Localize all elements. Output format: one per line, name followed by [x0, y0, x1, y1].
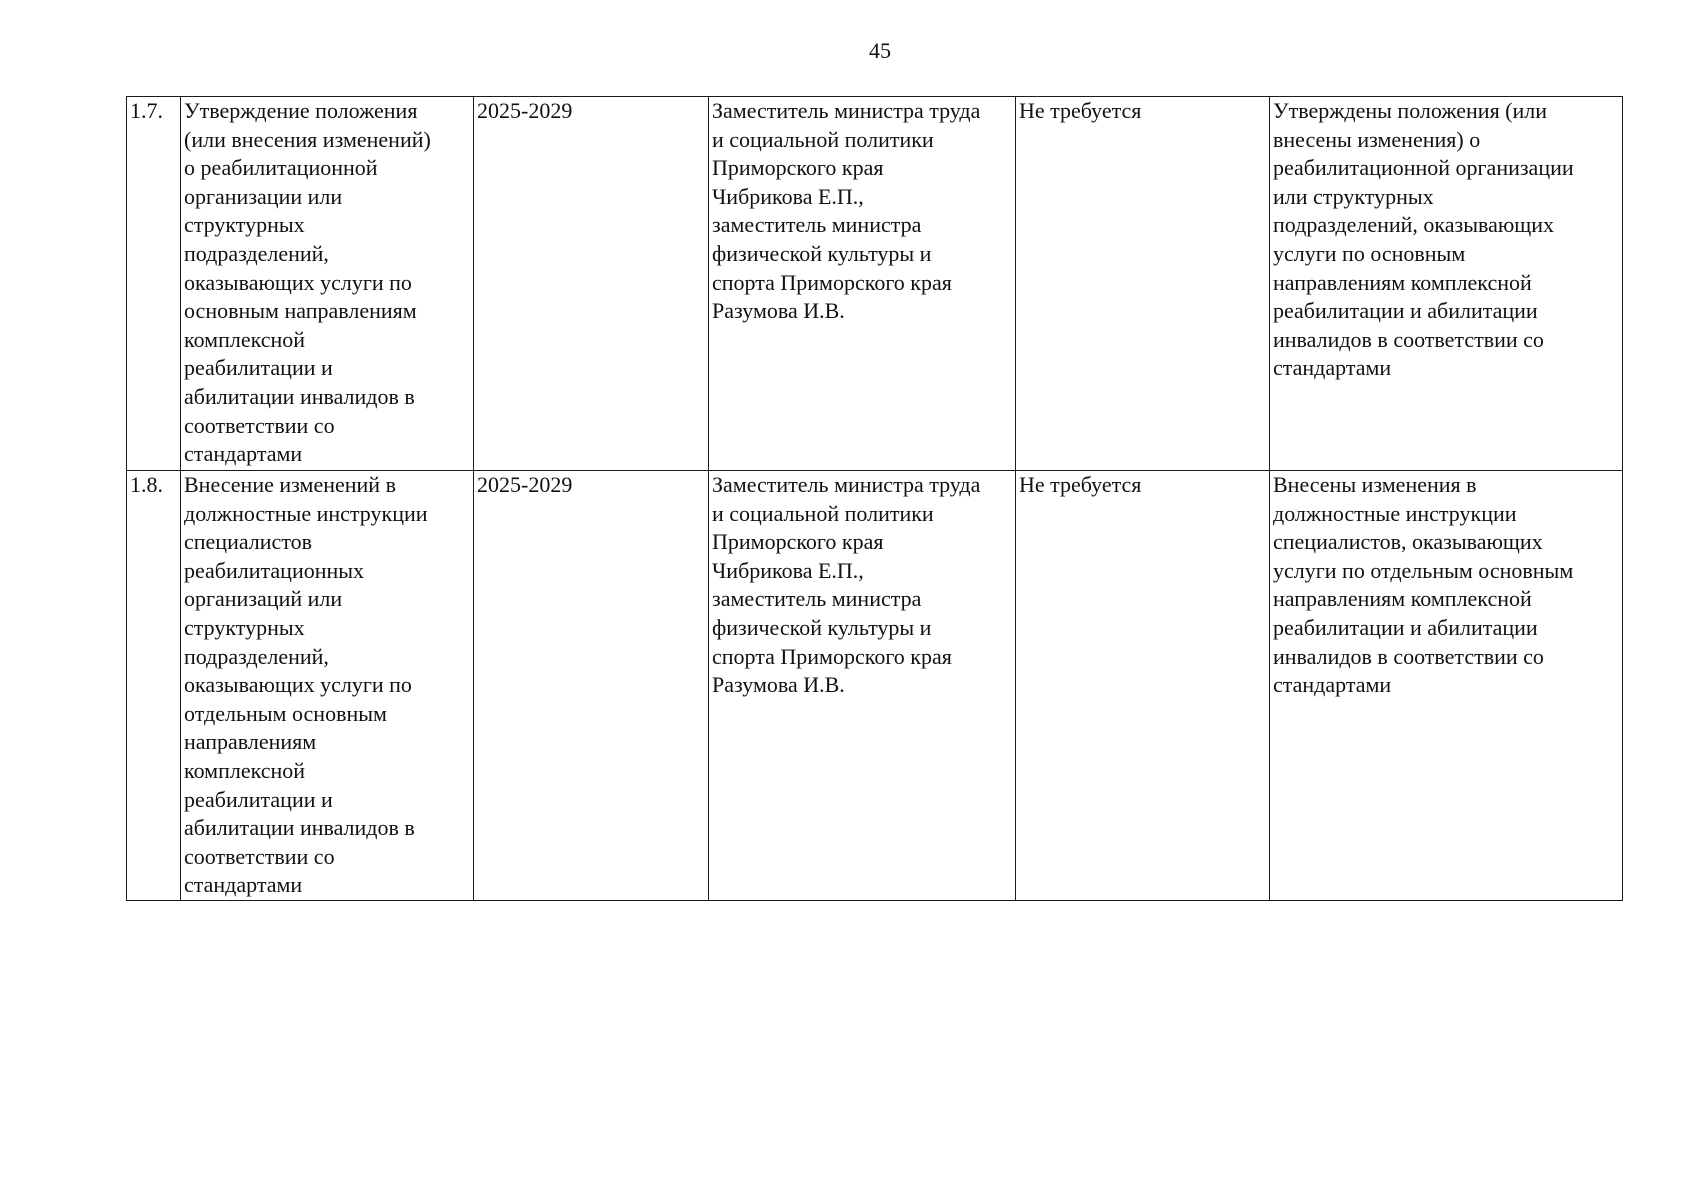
cell-line: Приморского края — [712, 155, 884, 181]
cell-line: спорта Приморского края — [712, 269, 952, 295]
cell-line: спорта Приморского края — [712, 643, 952, 669]
cell-financing: Не требуется — [1016, 97, 1270, 471]
cell-line: Внесение изменений в — [184, 472, 396, 497]
cell-line: структурных — [184, 212, 305, 238]
page-number: 45 — [869, 38, 891, 63]
cell-line: внесены изменения) о — [1273, 126, 1481, 152]
cell-line: специалистов, оказывающих — [1273, 529, 1543, 555]
cell-line: услуги по основным — [1273, 240, 1466, 266]
cell-line: должностные инструкции — [184, 500, 428, 526]
cell-line: Утверждение положения — [184, 98, 418, 123]
cell-line: организации или — [184, 183, 343, 209]
cell-line: (или внесения изменений) — [184, 126, 431, 152]
cell-line: реабилитационной организации — [1273, 155, 1574, 181]
cell-number: 1.7. — [127, 97, 181, 471]
cell-line: основным направлениям — [184, 298, 417, 324]
cell-line: заместитель министра — [712, 212, 922, 238]
cell-line: структурных — [184, 614, 305, 640]
cell-period: 2025-2029 — [474, 471, 709, 901]
measures-table — [126, 96, 1623, 901]
cell-line: инвалидов в соответствии со — [1273, 643, 1544, 669]
cell-line: стандартами — [1273, 355, 1392, 381]
cell-line: соответствии со — [184, 843, 335, 869]
cell-line: или структурных — [1273, 183, 1434, 209]
cell-line: и социальной политики — [712, 126, 934, 152]
cell-line: направлениям комплексной — [1273, 586, 1532, 612]
cell-line: стандартами — [1273, 672, 1392, 698]
cell-line: направлениям комплексной — [1273, 269, 1532, 295]
cell-responsible — [709, 471, 1016, 901]
cell-line: комплексной — [184, 326, 306, 352]
cell-result — [1270, 97, 1623, 471]
cell-line: комплексной — [184, 757, 306, 783]
cell-line: реабилитации и абилитации — [1273, 298, 1538, 324]
cell-line: заместитель министра — [712, 586, 922, 612]
cell-line: организаций или — [184, 586, 343, 612]
cell-line: Разумова И.В. — [712, 672, 845, 698]
cell-event — [181, 471, 474, 901]
cell-line: инвалидов в соответствии со — [1273, 326, 1544, 352]
cell-result — [1270, 471, 1623, 901]
cell-line: Заместитель министра труда — [712, 472, 981, 497]
cell-line: Заместитель министра труда — [712, 98, 981, 123]
cell-line: должностные инструкции — [1273, 500, 1517, 526]
cell-line: о реабилитационной — [184, 155, 378, 181]
cell-line: Утверждены положения (или — [1273, 98, 1548, 123]
cell-line: реабилитационных — [184, 557, 365, 583]
cell-line: услуги по отдельным основным — [1273, 557, 1574, 583]
cell-line: Приморского края — [712, 529, 884, 555]
cell-line: физической культуры и — [712, 240, 932, 266]
cell-period: 2025-2029 — [474, 97, 709, 471]
cell-line: специалистов — [184, 529, 313, 555]
cell-line: абилитации инвалидов в — [184, 815, 415, 841]
cell-line: соответствии со — [184, 412, 335, 438]
cell-line: Внесены изменения в — [1273, 472, 1477, 497]
cell-line: подразделений, — [184, 240, 329, 266]
cell-line: реабилитации и абилитации — [1273, 614, 1538, 640]
cell-line: физической культуры и — [712, 614, 932, 640]
cell-line: подразделений, — [184, 643, 329, 669]
table-row — [127, 471, 1623, 901]
cell-responsible — [709, 97, 1016, 471]
cell-line: и социальной политики — [712, 500, 934, 526]
cell-line: абилитации инвалидов в — [184, 383, 415, 409]
cell-line: Разумова И.В. — [712, 298, 845, 324]
table-row — [127, 97, 1623, 471]
cell-financing: Не требуется — [1016, 471, 1270, 901]
cell-line: направлениям — [184, 729, 317, 755]
cell-line: Чибрикова Е.П., — [712, 557, 864, 583]
cell-line: оказывающих услуги по — [184, 672, 412, 698]
cell-line: отдельным основным — [184, 700, 387, 726]
cell-line: подразделений, оказывающих — [1273, 212, 1555, 238]
cell-line: оказывающих услуги по — [184, 269, 412, 295]
cell-line: реабилитации и — [184, 786, 333, 812]
cell-event — [181, 97, 474, 471]
table-body — [127, 97, 1623, 901]
cell-line: стандартами — [184, 872, 303, 898]
cell-line: реабилитации и — [184, 355, 333, 381]
cell-number: 1.8. — [127, 471, 181, 901]
cell-line: стандартами — [184, 441, 303, 467]
cell-line: Чибрикова Е.П., — [712, 183, 864, 209]
